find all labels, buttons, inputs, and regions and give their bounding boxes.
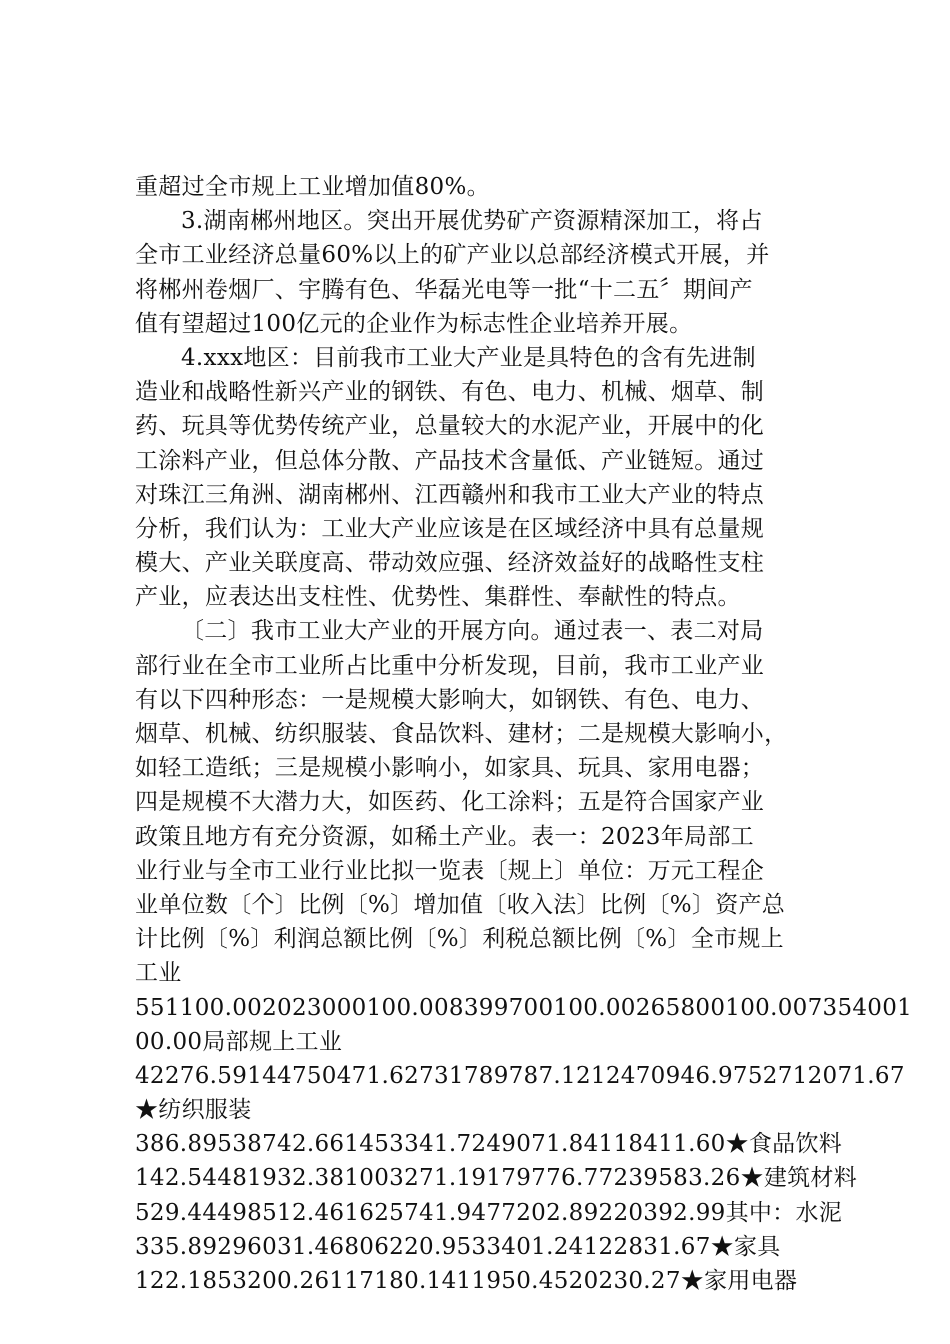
text-line: ★纺织服装	[135, 1097, 252, 1124]
text-line: 00.00局部规上工业	[135, 1028, 343, 1055]
text-line: 386.89538742.661453341.7249071.84118411.60★食品饮料	[135, 1131, 843, 1158]
text-line: 模大、产业关联度高、带动效应强、经济效益好的战略性支柱	[135, 550, 765, 577]
text-line: 〔二〕我市工业大产业的开展方向。通过表一、表二对局	[181, 618, 764, 645]
text-line: 业单位数〔个〕比例〔%〕增加值〔收入法〕比例〔%〕资产总	[135, 891, 786, 918]
text-line: 药、玩具等优势传统产业，总量较大的水泥产业，开展中的化	[135, 413, 765, 440]
text-line: 对珠江三角洲、湖南郴州、江西赣州和我市工业大产业的特点	[135, 481, 765, 508]
text-line: 分析，我们认为：工业大产业应该是在区域经济中具有总量规	[135, 515, 765, 542]
text-line: 529.44498512.461625741.9477202.89220392.99其中：水泥	[135, 1199, 843, 1226]
text-line: 如轻工造纸；三是规模小影响小，如家具、玩具、家用电器；	[135, 755, 765, 782]
text-line: 551100.002023000100.008399700100.00265800100.007354001	[135, 994, 913, 1021]
text-line: 计比例〔%〕利润总额比例〔%〕利税总额比例〔%〕全市规上	[135, 926, 784, 953]
text-line: 工业	[135, 960, 182, 987]
text-line: 142.54481932.381003271.19179776.77239583.26★建筑材料	[135, 1165, 858, 1192]
text-line: 产业，应表达出支柱性、优势性、集群性、奉献性的特点。	[135, 584, 741, 611]
text-line: 四是规模不大潜力大，如医药、化工涂料；五是符合国家产业	[135, 789, 765, 816]
text-line: 全市工业经济总量60%以上的矿产业以总部经济模式开展，并	[135, 242, 770, 269]
body-text	[135, 170, 913, 1298]
text-line: 重超过全市规上工业增加值80%。	[135, 174, 490, 200]
text-line: 4.xxx地区：目前我市工业大产业是具特色的含有先进制	[181, 344, 756, 371]
text-line: 工涂料产业，但总体分散、产品技术含量低、产业链短。通过	[135, 447, 765, 474]
text-line: 烟草、机械、纺织服装、食品饮料、建材；二是规模大影响小，	[135, 721, 788, 747]
text-line: 42276.59144750471.62731789787.1212470946.9752712071.67	[135, 1062, 905, 1089]
text-line: 值有望超过100亿元的企业作为标志性企业培养开展。	[135, 310, 693, 337]
text-line: 造业和战略性新兴产业的钢铁、有色、电力、机械、烟草、制	[135, 379, 765, 406]
text-line: 部行业在全市工业所占比重中分析发现，目前，我市工业产业	[135, 652, 765, 679]
text-line: 有以下四种形态：一是规模大影响大，如钢铁、有色、电力、	[135, 686, 765, 713]
text-line: 政策且地方有充分资源，如稀土产业。表一：2023年局部工	[135, 823, 754, 850]
text-line: 122.1853200.26117180.1411950.4520230.27★家用电器	[135, 1268, 798, 1294]
text-line: 业行业与全市工业行业比拟一览表〔规上〕单位：万元工程企	[135, 857, 765, 884]
text-line: 3.湖南郴州地区。突出开展优势矿产资源精深加工，将占	[181, 208, 763, 235]
text-line: 将郴州卷烟厂、宇腾有色、华磊光电等一批“十二五〞期间产	[135, 276, 753, 303]
text-line: 335.89296031.46806220.9533401.24122831.67★家具	[135, 1233, 781, 1260]
